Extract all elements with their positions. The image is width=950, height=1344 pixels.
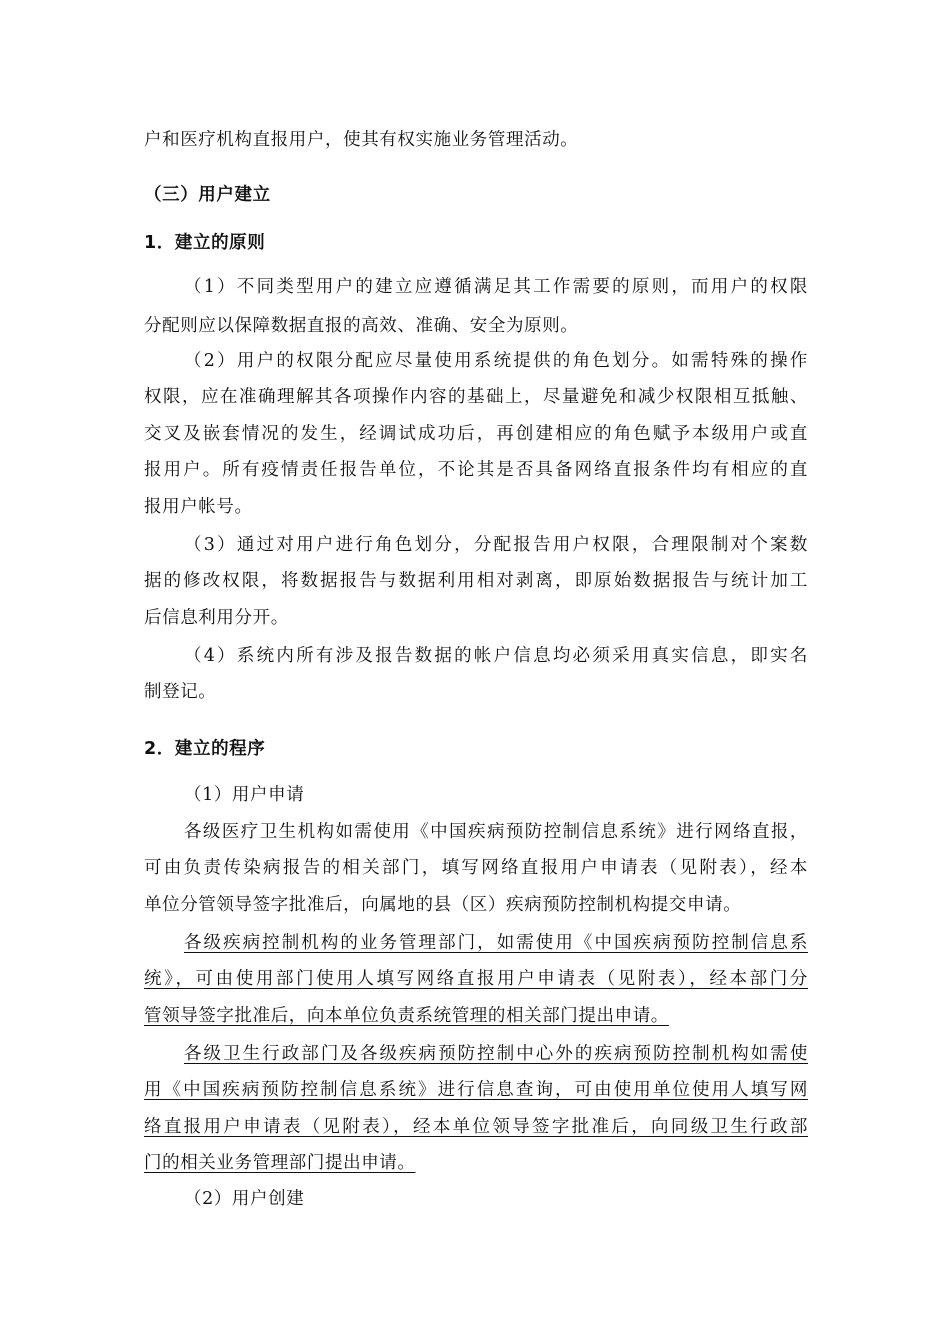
subsection-heading-principles: 1．建立的原则 — [144, 233, 266, 253]
paragraph-7-line-1: 各级卫生行政部门及各级疾病预防控制中心外的疾病预防控制机构如需使 — [184, 1044, 808, 1064]
paragraph-1-line-2: 分配则应以保障数据直报的高效、准确、安全为原则。 — [144, 316, 579, 336]
paragraph-4-line-2: 制登记。 — [144, 682, 217, 702]
section-heading: （三）用户建立 — [144, 185, 271, 205]
paragraph-5-line-3: 单位分管领导签字批准后，向属地的县（区）疾病预防控制机构提交申请。 — [144, 895, 742, 915]
paragraph-7-line-2: 用《中国疾病预防控制信息系统》进行信息查询，可由使用单位使用人填写网 — [144, 1080, 808, 1100]
paragraph-6-line-1: 各级疾病控制机构的业务管理部门，如需使用《中国疾病预防控制信息系 — [184, 933, 808, 953]
paragraph-2-line-2: 权限，应在准确理解其各项操作内容的基础上，尽量避免和减少权限相互抵触、 — [144, 387, 808, 407]
paragraph-2-line-4: 报用户。所有疫情责任报告单位，不论其是否具备网络直报条件均有相应的直 — [144, 460, 808, 480]
paragraph-2-line-5: 报用户帐号。 — [144, 497, 253, 517]
paragraph-5-line-2: 可由负责传染病报告的相关部门，填写网络直报用户申请表（见附表），经本 — [144, 858, 808, 878]
paragraph-4-line-1: （4）系统内所有涉及报告数据的帐户信息均必须采用真实信息，即实名 — [184, 646, 808, 666]
item-user-application: （1）用户申请 — [184, 785, 305, 805]
paragraph-5-line-1: 各级医疗卫生机构如需使用《中国疾病预防控制信息系统》进行网络直报， — [184, 822, 808, 842]
paragraph-3-line-2: 据的修改权限，将数据报告与数据利用相对剥离，即原始数据报告与统计加工 — [144, 571, 808, 591]
paragraph-3-line-1: （3）通过对用户进行角色划分，分配报告用户权限，合理限制对个案数 — [184, 535, 808, 555]
paragraph-6-line-3: 管领导签字批准后，向本单位负责系统管理的相关部门提出申请。 — [144, 1006, 669, 1026]
paragraph-6-line-2: 统》，可由使用部门使用人填写网络直报用户申请表（见附表），经本部门分 — [144, 969, 808, 989]
paragraph-7-line-3: 络直报用户申请表（见附表），经本单位领导签字批准后，向同级卫生行政部 — [144, 1117, 808, 1137]
paragraph-7-line-4: 门的相关业务管理部门提出申请。 — [144, 1153, 416, 1173]
paragraph-2-line-3: 交叉及嵌套情况的发生，经调试成功后，再创建相应的角色赋予本级用户或直 — [144, 424, 808, 444]
item-user-creation: （2）用户创建 — [184, 1189, 305, 1209]
subsection-heading-procedure: 2．建立的程序 — [144, 739, 266, 759]
paragraph-2-line-1: （2）用户的权限分配应尽量使用系统提供的角色划分。如需特殊的操作 — [184, 351, 808, 371]
paragraph-3-line-3: 后信息利用分开。 — [144, 608, 289, 628]
paragraph-1-line-1: （1）不同类型用户的建立应遵循满足其工作需要的原则，而用户的权限 — [184, 277, 808, 297]
text-line-continuation: 户和医疗机构直报用户，使其有权实施业务管理活动。 — [144, 130, 579, 150]
